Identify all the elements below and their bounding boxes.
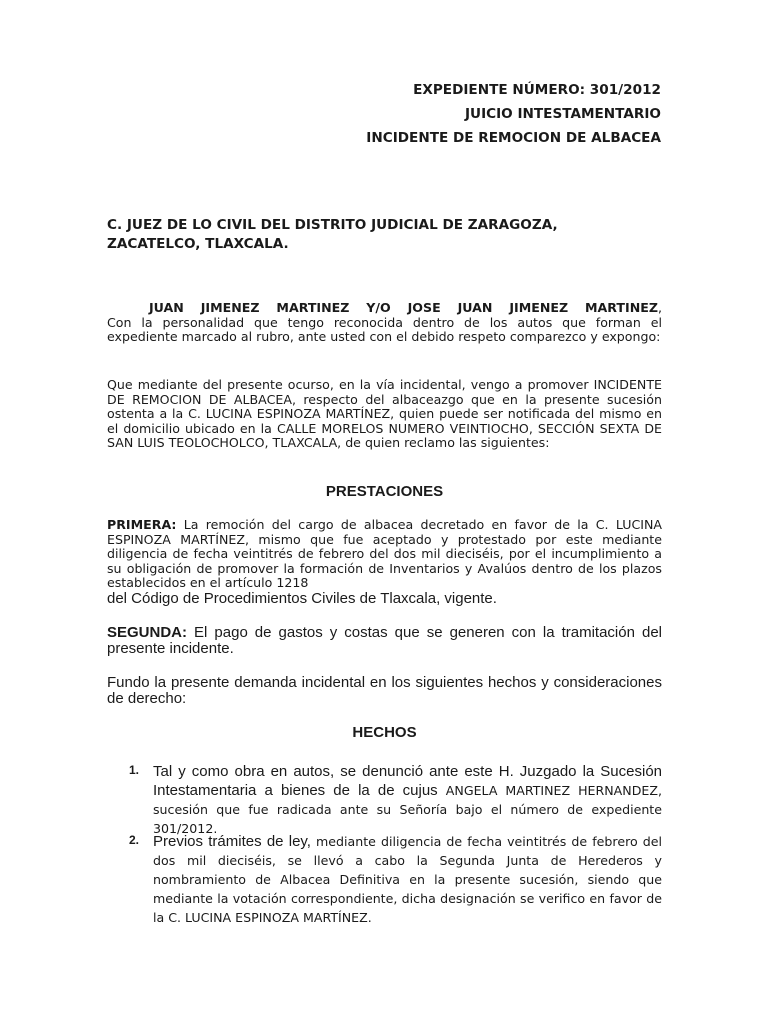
fundo-paragraph: Fundo la presente demanda incidental en los siguientes hechos y consideraciones de derecho: <box>107 674 662 707</box>
hecho-text-2b: mediante diligencia de fecha veintitrés de febrero del dos mil dieciséis, se llevó a cabo la Segunda Junta de Herederos y nombramiento de Albacea Definitiva en la presente sucesión, siendo que mediante la votación correspondiente, dicha designación se verifico en favor de la C. LUCINA ESPINOZA MARTÍNEZ. <box>153 834 662 925</box>
addressee-line-1: C. JUEZ DE LO CIVIL DEL DISTRITO JUDICIAL DE ZARAGOZA, <box>107 217 558 233</box>
hecho-number-1: 1. <box>129 763 140 777</box>
addressee-line-2: ZACATELCO, TLAXCALA. <box>107 236 289 252</box>
hecho-text-1b: ANGELA MARTINEZ HERNANDEZ, sucesión que fue radicada ante su Señoría bajo el número de expediente 301/2012. <box>153 783 662 836</box>
primera-label: PRIMERA: <box>107 517 177 532</box>
case-number: EXPEDIENTE NÚMERO: 301/2012 <box>413 82 661 98</box>
hecho-text-1 <box>153 761 662 837</box>
segunda-label: SEGUNDA: <box>107 624 188 641</box>
hecho-text-2a: Previos trámites de ley, <box>153 833 311 850</box>
promotion-paragraph: Que mediante del presente ocurso, en la vía incidental, vengo a promover INCIDENTE DE REMOCION DE ALBACEA, respecto del albaceazgo que en la presente sucesión ostenta a la C. LUCINA ESPINOZA MARTÍNEZ, quien puede ser notificada del mismo en el domicilio ubicado en la CALLE MORELOS NUMERO VEINTIOCHO, SECCIÓN SEXTA DE SAN LUIS TEOLOCHOLCO, TLAXCALA, de quien reclamo las siguientes: <box>107 377 662 450</box>
hecho-text-1a: Tal y como obra en autos, se denunció ante este H. Juzgado la Sucesión Intestamentaria a bienes de la de cujus <box>153 763 662 799</box>
addressee <box>107 216 662 254</box>
primera-text: La remoción del cargo de albacea decretado en favor de la C. LUCINA ESPINOZA MARTÍNEZ, mismo que fue aceptado y protestado por este mediante diligencia de fecha veintitrés de febrero del dos mil dieciséis, por el incumplimiento a su obligación de promover la formación de Inventarios y Avalúos dentro de los plazos establecidos en el artículo 1218 <box>107 517 662 590</box>
intro-text: , Con la personalidad que tengo reconocida dentro de los autos que forman el expediente marcado al rubro, ante usted con el debido respeto comparezco y expongo: <box>107 300 662 344</box>
intro-paragraph <box>107 301 662 345</box>
segunda-text: El pago de gastos y costas que se generen con la tramitación del presente incidente. <box>107 624 662 657</box>
hecho-text-2 <box>153 831 662 926</box>
hecho-number-2: 2. <box>129 833 140 847</box>
hechos-heading: HECHOS <box>352 724 417 741</box>
primera-paragraph <box>107 518 662 607</box>
segunda-paragraph <box>107 625 662 657</box>
incident-title: INCIDENTE DE REMOCION DE ALBACEA <box>366 130 661 146</box>
case-type: JUICIO INTESTAMENTARIO <box>464 106 661 122</box>
petitioner-name: JUAN JIMENEZ MARTINEZ Y/O JOSE JUAN JIMENEZ MARTINEZ <box>149 300 658 315</box>
case-header <box>366 78 661 150</box>
prestaciones-heading: PRESTACIONES <box>325 483 444 500</box>
primera-text-end: del Código de Procedimientos Civiles de Tlaxcala, vigente. <box>107 589 497 607</box>
